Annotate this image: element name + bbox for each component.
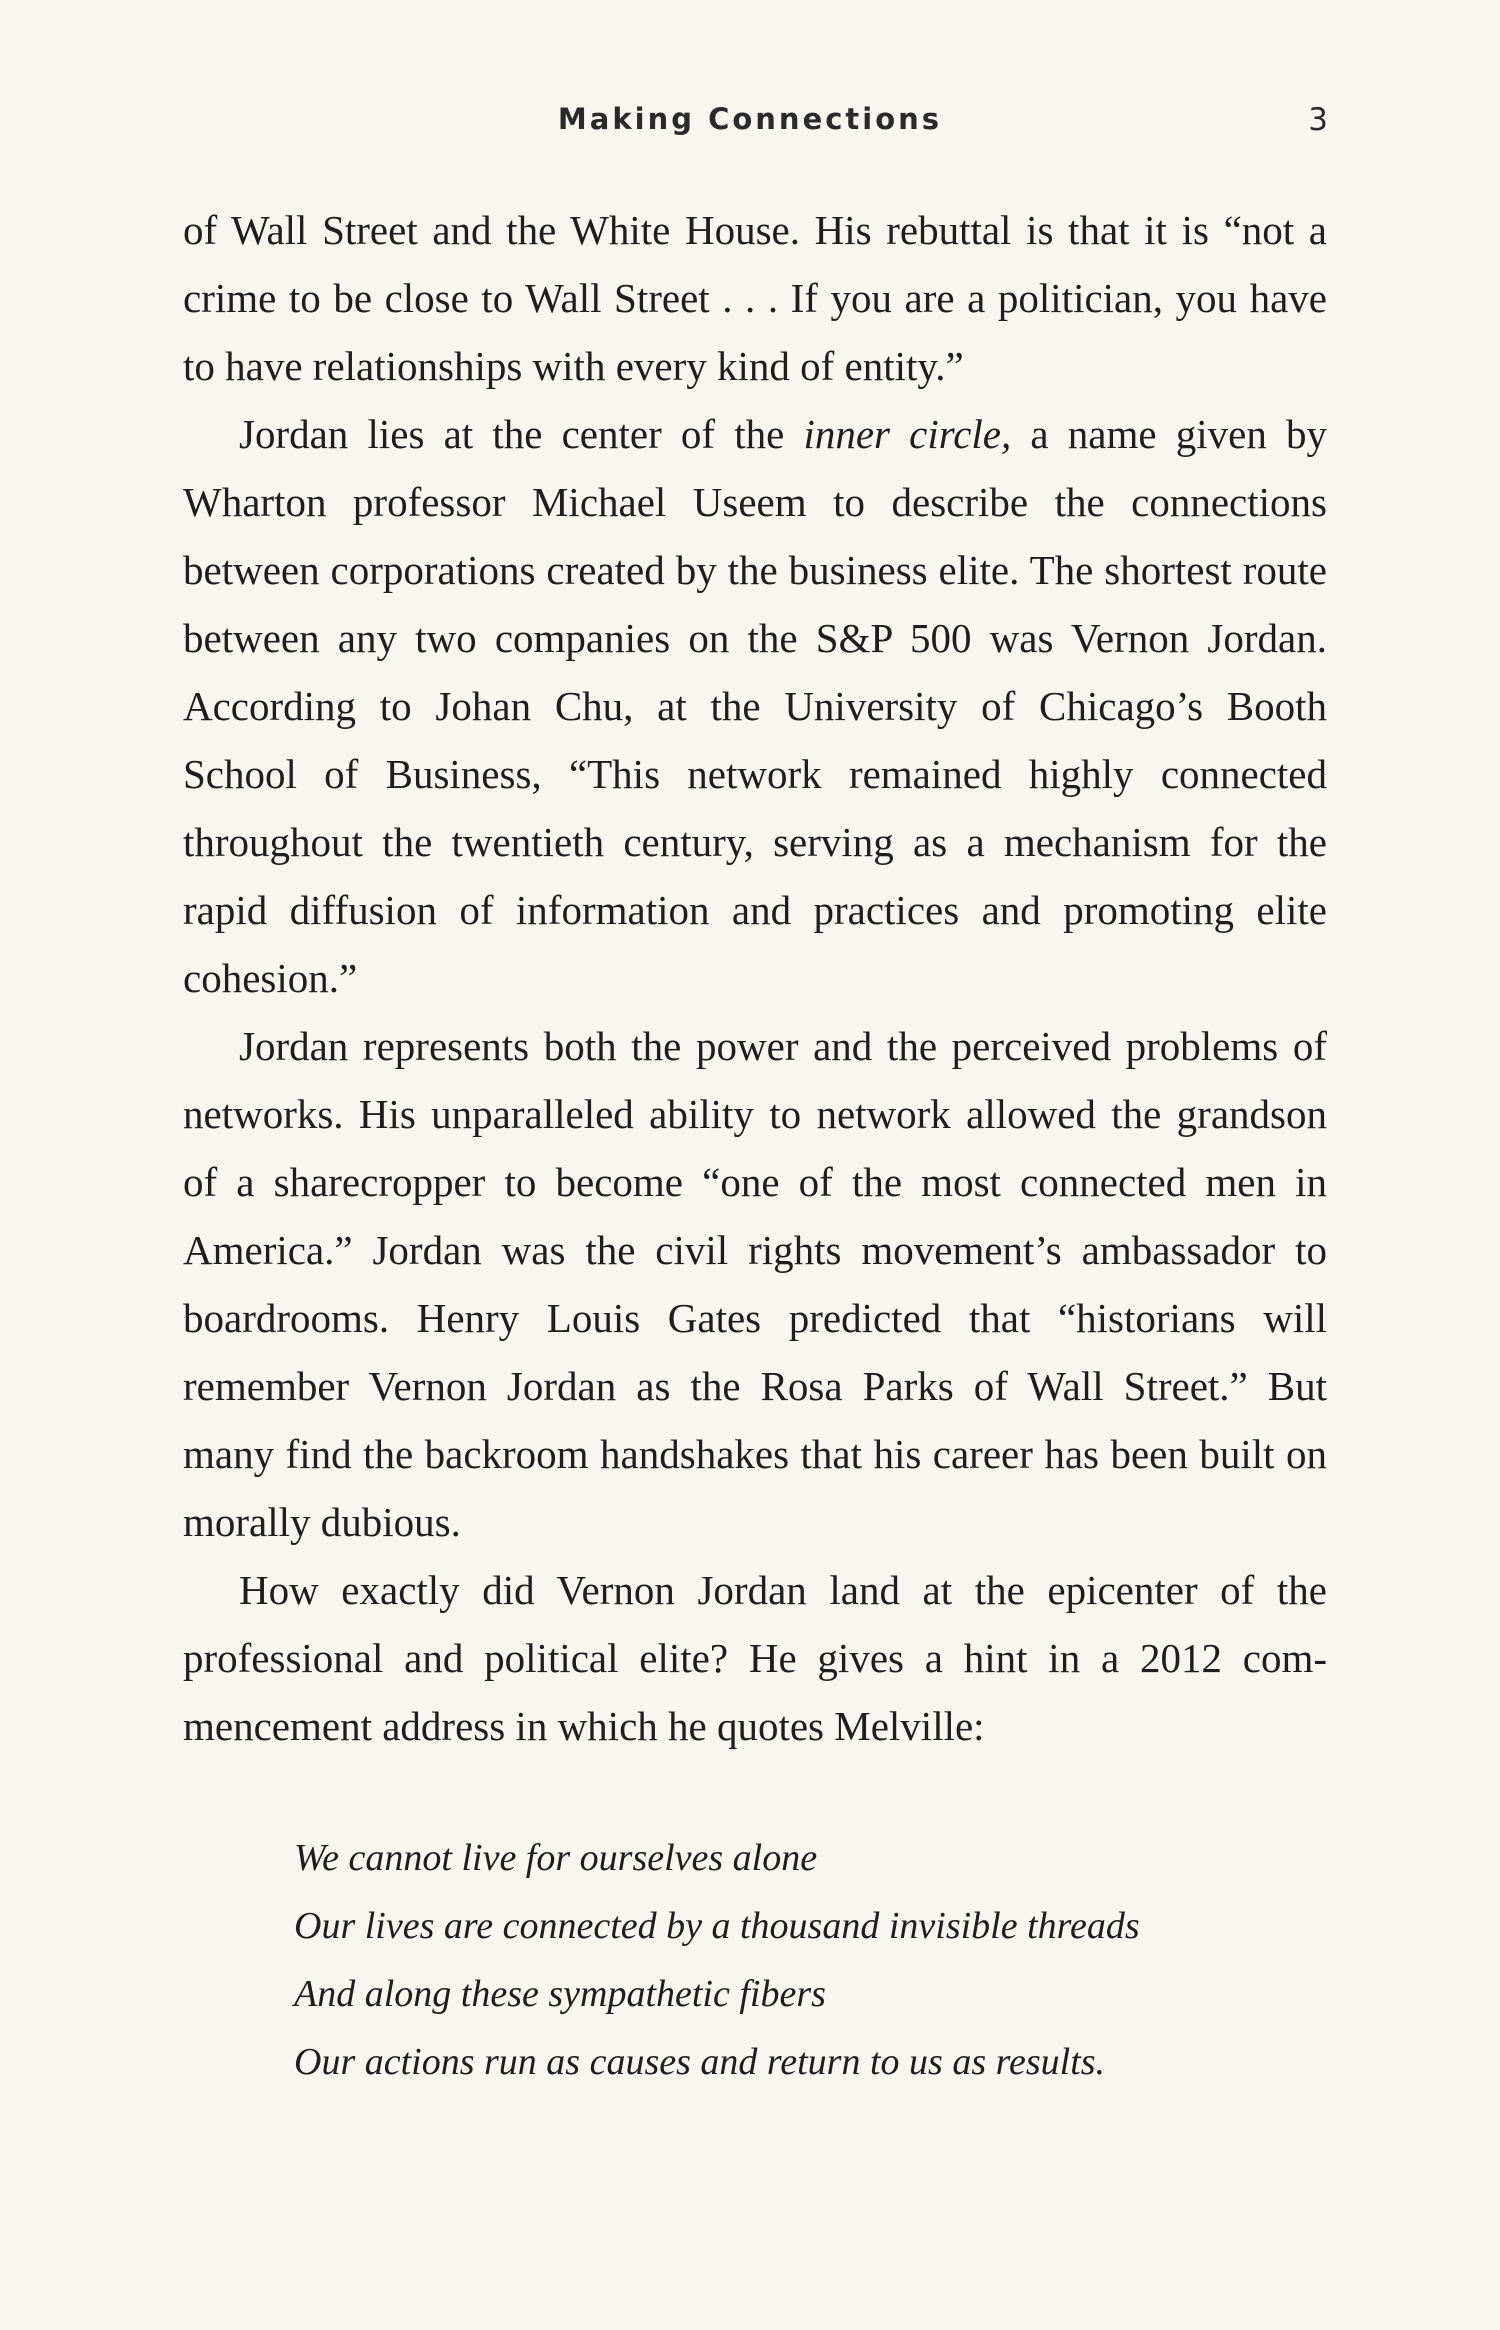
verse-line: Our actions run as causes and return to us as results. (294, 2041, 1106, 2083)
paragraph (183, 1012, 1327, 1556)
running-title: Making Connections (557, 102, 943, 136)
body-text (183, 196, 1327, 1760)
italic-term: inner circle, (803, 411, 1012, 457)
text-run: Jordan represents both the power and the perceived problems of networks. His unparalleled ability to network allowed the grandson of a sharecropper to become “one of the most connected men in America.” Jordan was the civil rights movement’s ambassador to boardrooms. Henry Louis Gates predicted that “historians will remember Vernon Jordan as the Rosa Parks of Wall Street.” But many find the backroom handshakes that his career has been built on morally dubious. (183, 1023, 1327, 1545)
paragraph (183, 1556, 1327, 1760)
verse-line: And along these sympathetic fibers (294, 1973, 826, 2015)
page-number: 3 (1308, 102, 1328, 138)
verse-line: We cannot live for ourselves alone (294, 1837, 818, 1879)
text-run: Jordan lies at the center of the (239, 411, 804, 457)
running-head (0, 96, 1500, 146)
text-run: of Wall Street and the White House. His rebuttal is that it is “not a crime to be close to Wall Street . . . If you are a politician, you have to have relationships with every kind of entity.” (183, 207, 1327, 389)
paragraph (183, 196, 1327, 400)
verse-line: Our lives are connected by a thousand invisible threads (294, 1905, 1140, 1947)
verse-quote (294, 1824, 1334, 2096)
text-run: a name given by Wharton professor Michael Useem to describe the connections between corporations created by the business elite. The shortest route between any two companies on the S&P 500 was Vernon Jordan. According to Johan Chu, at the University of Chicago’s Booth School of Business, “This network remained highly connected throughout the twentieth century, serving as a mechanism for the rapid diffusion of information and practices and promoting elite cohesion.” (183, 411, 1327, 1001)
paragraph (183, 400, 1327, 1012)
text-run: How exactly did Vernon Jordan land at the epicenter of the professional and political elite? He gives a hint in a 2012 commencement address in which he quotes Melville: (183, 1567, 1327, 1749)
